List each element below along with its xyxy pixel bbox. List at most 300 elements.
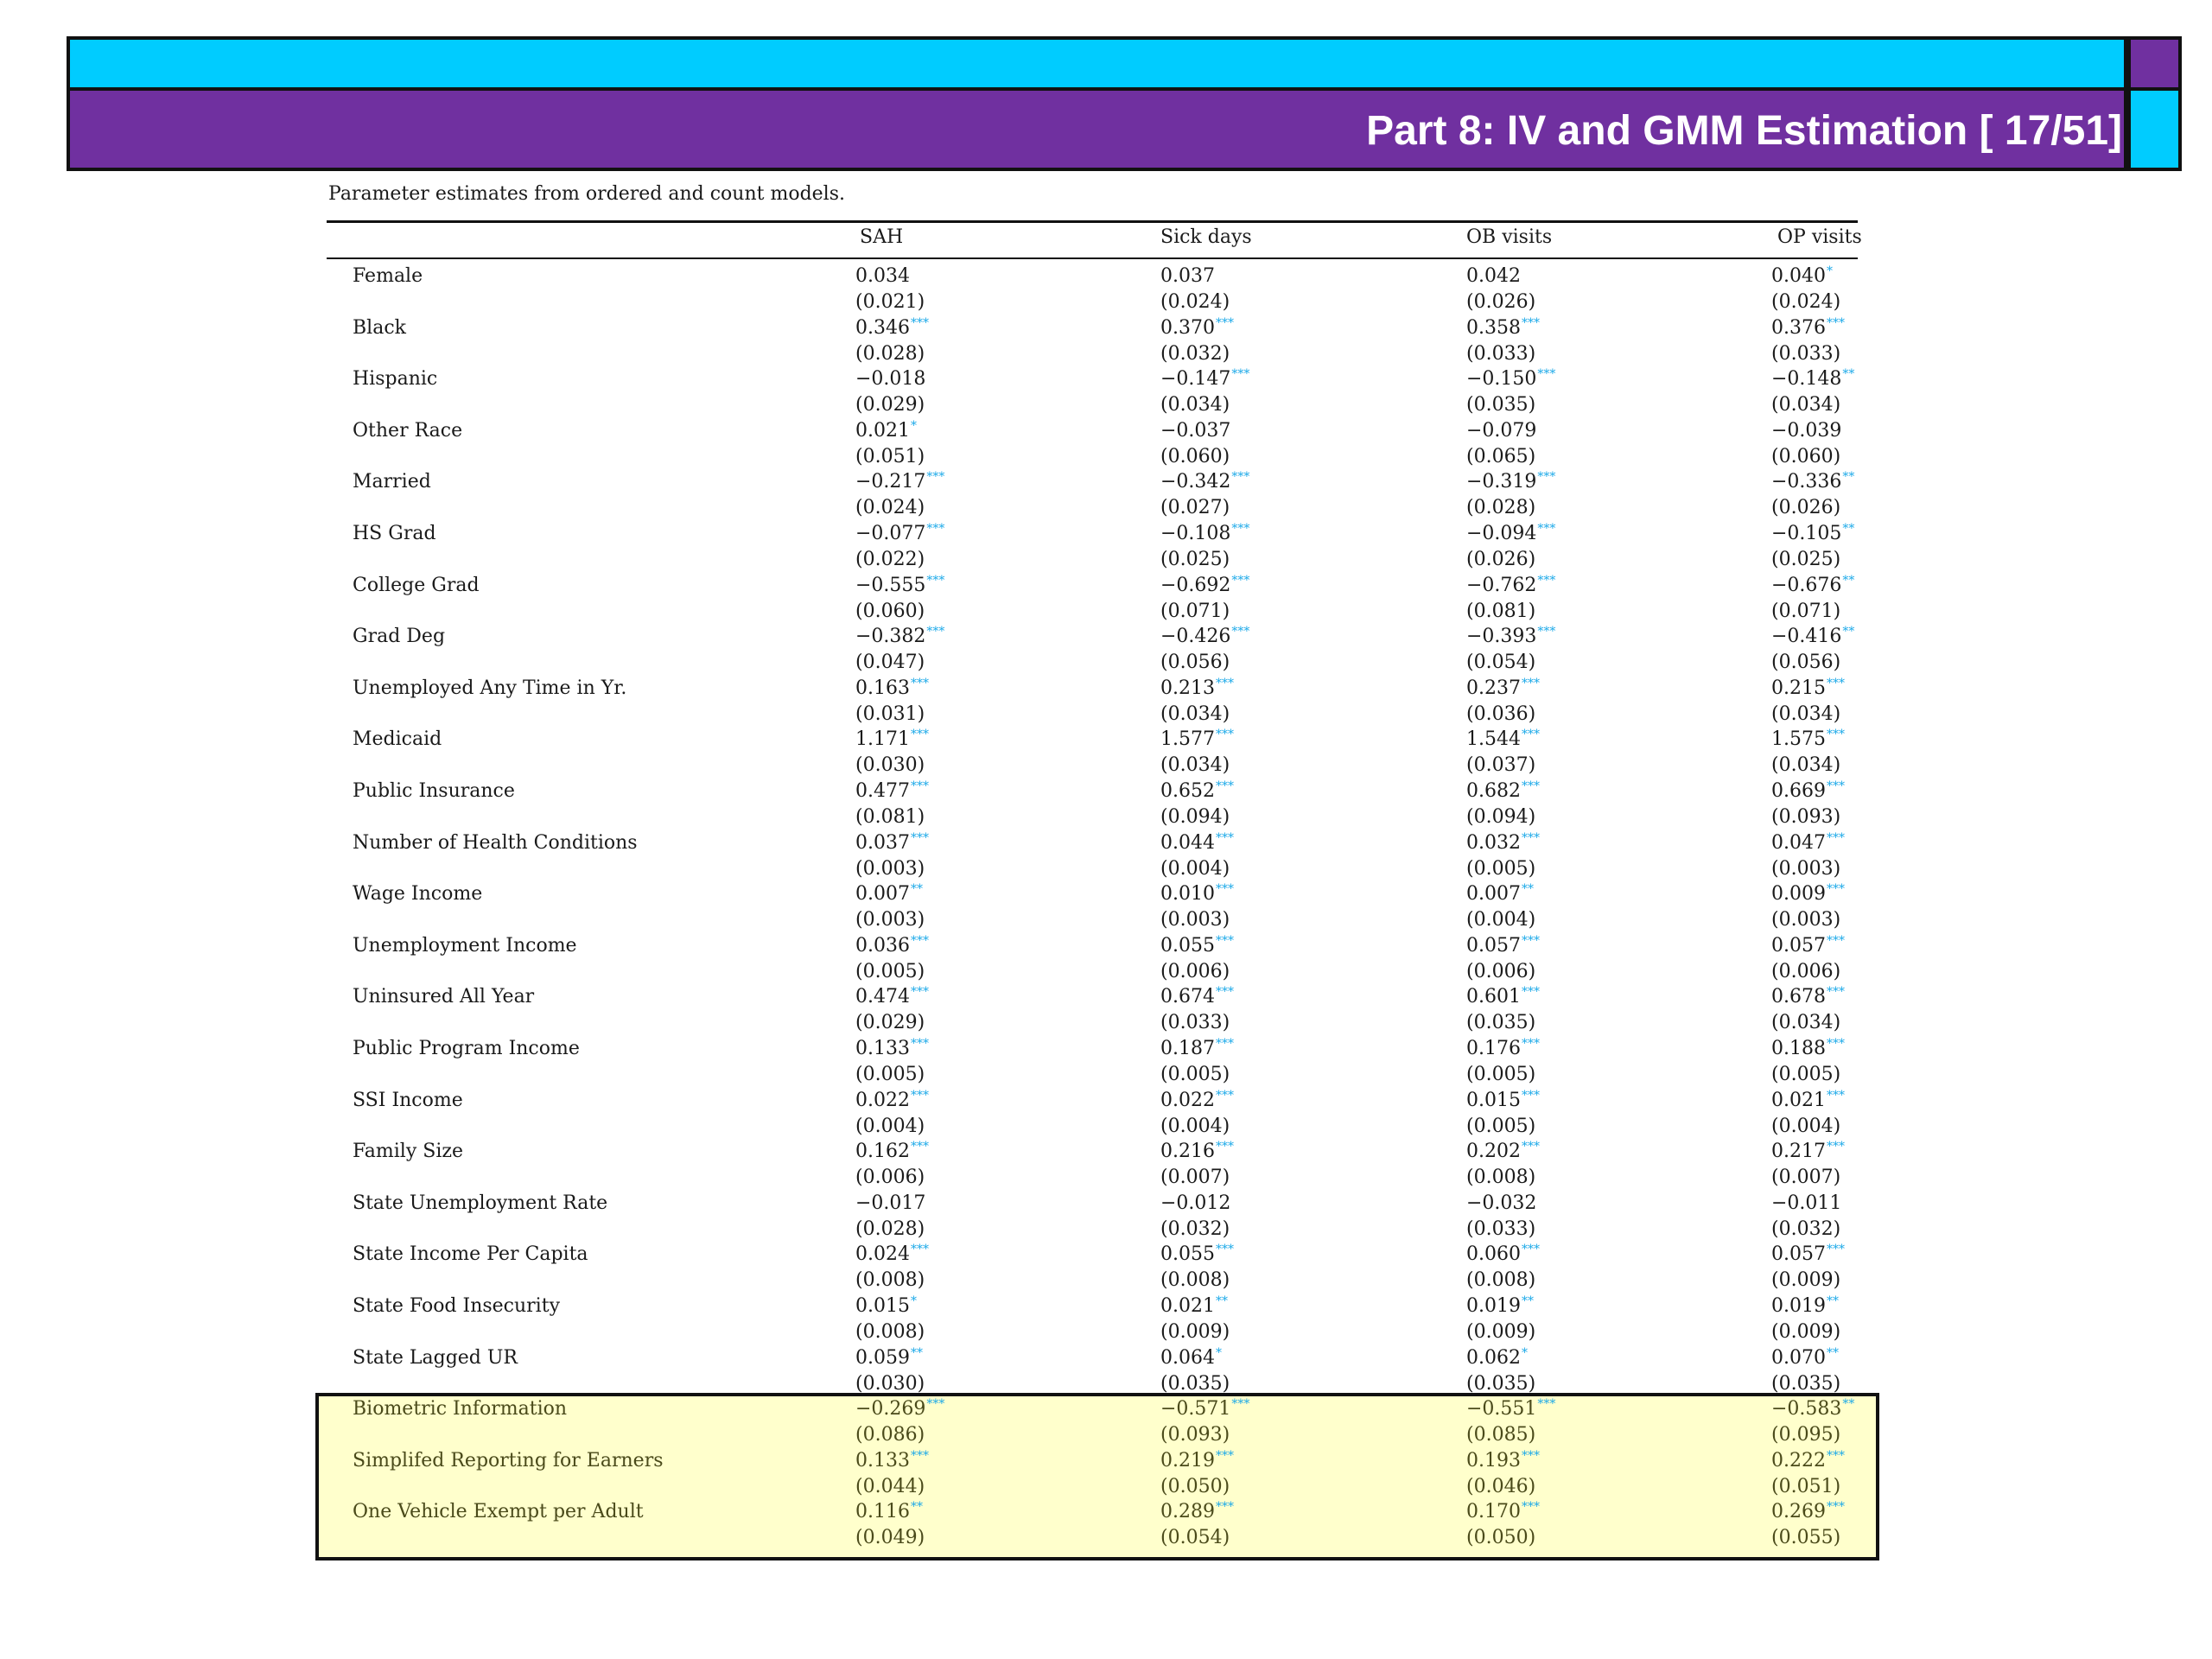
estimate-value: 0.034 bbox=[855, 265, 910, 287]
estimate-value: −0.217 bbox=[855, 471, 926, 493]
row-label: Grad Deg bbox=[353, 626, 446, 647]
estimate-cell bbox=[1466, 1139, 1540, 1165]
estimate-cell bbox=[1160, 1396, 1249, 1422]
standard-error-cell: (0.031) bbox=[855, 703, 925, 725]
standard-error-cell: (0.032) bbox=[1160, 343, 1230, 365]
estimate-cell bbox=[1160, 521, 1249, 547]
significance-stars: *** bbox=[1537, 624, 1556, 639]
standard-error-cell: (0.094) bbox=[1466, 806, 1536, 828]
standard-error-cell: (0.005) bbox=[1466, 1116, 1536, 1137]
table-caption: Parameter estimates from ordered and count models. bbox=[328, 183, 845, 205]
standard-error-cell: (0.034) bbox=[1160, 754, 1230, 776]
standard-error-cell: (0.005) bbox=[1160, 1064, 1230, 1085]
row-label: Uninsured All Year bbox=[353, 986, 535, 1007]
estimate-cell bbox=[1771, 315, 1845, 341]
standard-error-cell: (0.003) bbox=[1771, 858, 1841, 880]
estimate-cell bbox=[1160, 418, 1231, 444]
standard-error-cell: (0.054) bbox=[1160, 1527, 1230, 1548]
estimate-value: 0.021 bbox=[855, 420, 910, 442]
row-label: State Unemployment Rate bbox=[353, 1192, 608, 1214]
estimate-cell bbox=[1771, 779, 1845, 804]
estimate-cell bbox=[1160, 315, 1234, 341]
standard-error-cell: (0.071) bbox=[1771, 601, 1841, 622]
estimate-cell bbox=[1160, 1294, 1228, 1319]
row-label: State Food Insecurity bbox=[353, 1295, 560, 1317]
estimate-value: −0.108 bbox=[1160, 523, 1231, 544]
estimate-value: 0.176 bbox=[1466, 1038, 1521, 1059]
estimate-value: 0.009 bbox=[1771, 883, 1826, 905]
estimate-value: 1.544 bbox=[1466, 728, 1521, 750]
standard-error-cell: (0.029) bbox=[855, 394, 925, 416]
standard-error-cell: (0.009) bbox=[1160, 1321, 1230, 1343]
estimate-value: 0.015 bbox=[855, 1295, 910, 1317]
estimate-cell bbox=[855, 1294, 917, 1319]
significance-stars: ** bbox=[910, 881, 923, 896]
row-label: Married bbox=[353, 471, 431, 493]
estimate-value: 0.669 bbox=[1771, 780, 1826, 802]
estimate-cell bbox=[1466, 1294, 1534, 1319]
standard-error-cell: (0.028) bbox=[855, 343, 925, 365]
significance-stars: *** bbox=[1826, 881, 1845, 896]
significance-stars: ** bbox=[1521, 1294, 1534, 1308]
estimate-cell bbox=[1771, 727, 1845, 753]
standard-error-cell: (0.004) bbox=[1160, 858, 1230, 880]
significance-stars: *** bbox=[1231, 366, 1250, 381]
estimate-cell bbox=[1466, 727, 1540, 753]
standard-error-cell: (0.021) bbox=[855, 291, 925, 313]
estimate-value: 0.215 bbox=[1771, 677, 1826, 699]
standard-error-cell: (0.085) bbox=[1466, 1424, 1536, 1446]
significance-stars: *** bbox=[1521, 1448, 1540, 1463]
estimate-value: 0.036 bbox=[855, 935, 910, 957]
estimate-cell bbox=[1466, 881, 1534, 907]
standard-error-cell: (0.035) bbox=[1466, 1012, 1536, 1033]
standard-error-cell: (0.008) bbox=[855, 1269, 925, 1291]
significance-stars: *** bbox=[1231, 521, 1250, 536]
standard-error-cell: (0.007) bbox=[1160, 1166, 1230, 1188]
estimate-value: 0.037 bbox=[855, 832, 910, 854]
row-label: College Grad bbox=[353, 575, 480, 596]
estimate-value: 0.037 bbox=[1160, 265, 1215, 287]
estimate-cell bbox=[855, 1088, 929, 1114]
estimate-cell bbox=[855, 1139, 929, 1165]
estimate-value: −0.551 bbox=[1466, 1398, 1537, 1420]
significance-stars: * bbox=[1215, 1345, 1222, 1360]
standard-error-cell: (0.054) bbox=[1466, 652, 1536, 673]
significance-stars: *** bbox=[1826, 676, 1845, 690]
estimate-cell bbox=[1466, 624, 1555, 650]
standard-error-cell: (0.009) bbox=[1466, 1321, 1536, 1343]
estimate-cell bbox=[1771, 984, 1845, 1010]
standard-error-cell: (0.027) bbox=[1160, 497, 1230, 518]
significance-stars: *** bbox=[1215, 933, 1234, 948]
significance-stars: *** bbox=[910, 830, 929, 845]
standard-error-cell: (0.003) bbox=[855, 858, 925, 880]
estimate-value: −0.079 bbox=[1466, 420, 1537, 442]
significance-stars: *** bbox=[1826, 1088, 1845, 1103]
standard-error-cell: (0.007) bbox=[1771, 1166, 1841, 1188]
significance-stars: *** bbox=[1215, 881, 1234, 896]
estimate-cell bbox=[1466, 264, 1522, 289]
estimate-cell bbox=[1160, 1345, 1222, 1371]
estimate-cell bbox=[1466, 830, 1540, 856]
estimate-value: 0.022 bbox=[855, 1090, 910, 1111]
standard-error-cell: (0.046) bbox=[1466, 1476, 1536, 1497]
significance-stars: *** bbox=[1521, 1088, 1540, 1103]
estimate-cell bbox=[1771, 1242, 1845, 1268]
estimate-cell bbox=[855, 1242, 929, 1268]
estimate-cell bbox=[1160, 779, 1234, 804]
estimate-value: 0.269 bbox=[1771, 1501, 1826, 1522]
column-header-sah: SAH bbox=[860, 226, 904, 248]
standard-error-cell: (0.006) bbox=[1160, 961, 1230, 982]
standard-error-cell: (0.034) bbox=[1160, 394, 1230, 416]
significance-stars: *** bbox=[1521, 1242, 1540, 1256]
estimate-cell bbox=[1771, 933, 1845, 959]
estimate-cell bbox=[855, 933, 929, 959]
significance-stars: ** bbox=[910, 1345, 923, 1360]
standard-error-cell: (0.034) bbox=[1771, 394, 1841, 416]
estimate-value: 0.133 bbox=[855, 1450, 910, 1471]
estimate-cell bbox=[1160, 830, 1234, 856]
standard-error-cell: (0.056) bbox=[1771, 652, 1841, 673]
significance-stars: *** bbox=[1215, 830, 1234, 845]
estimate-cell bbox=[1771, 676, 1845, 702]
significance-stars: *** bbox=[926, 1396, 945, 1411]
standard-error-cell: (0.025) bbox=[1160, 549, 1230, 570]
standard-error-cell: (0.051) bbox=[855, 446, 925, 467]
estimate-value: −0.094 bbox=[1466, 523, 1537, 544]
estimate-cell bbox=[1771, 264, 1833, 289]
row-label: HS Grad bbox=[353, 523, 436, 544]
significance-stars: ** bbox=[1826, 1294, 1839, 1308]
estimate-cell bbox=[1160, 1242, 1234, 1268]
estimate-value: −0.105 bbox=[1771, 523, 1842, 544]
significance-stars: ** bbox=[1842, 366, 1855, 381]
row-label: State Income Per Capita bbox=[353, 1243, 588, 1265]
row-label: Family Size bbox=[353, 1141, 463, 1162]
estimate-cell bbox=[1160, 881, 1234, 907]
estimate-value: 0.007 bbox=[855, 883, 910, 905]
standard-error-cell: (0.005) bbox=[1466, 1064, 1536, 1085]
significance-stars: *** bbox=[910, 1242, 929, 1256]
standard-error-cell: (0.033) bbox=[1160, 1012, 1230, 1033]
estimate-value: −0.762 bbox=[1466, 575, 1537, 596]
row-label: Medicaid bbox=[353, 728, 442, 750]
estimate-value: 0.044 bbox=[1160, 832, 1215, 854]
standard-error-cell: (0.003) bbox=[1160, 909, 1230, 931]
significance-stars: ** bbox=[1842, 624, 1855, 639]
estimate-cell bbox=[1771, 1191, 1842, 1217]
significance-stars: *** bbox=[910, 727, 929, 741]
column-header-sick-days: Sick days bbox=[1160, 226, 1252, 248]
standard-error-cell: (0.032) bbox=[1771, 1218, 1841, 1240]
estimate-cell bbox=[1466, 984, 1540, 1010]
estimate-value: 0.376 bbox=[1771, 317, 1826, 339]
significance-stars: *** bbox=[910, 676, 929, 690]
significance-stars: *** bbox=[1231, 469, 1250, 484]
estimate-value: 0.222 bbox=[1771, 1450, 1826, 1471]
estimate-value: −0.269 bbox=[855, 1398, 926, 1420]
estimate-cell bbox=[1771, 1139, 1845, 1165]
standard-error-cell: (0.049) bbox=[855, 1527, 925, 1548]
estimate-cell bbox=[1160, 624, 1249, 650]
row-label: Black bbox=[353, 317, 406, 339]
standard-error-cell: (0.026) bbox=[1466, 291, 1536, 313]
standard-error-cell: (0.034) bbox=[1771, 703, 1841, 725]
estimate-cell bbox=[1160, 1191, 1231, 1217]
estimate-cell bbox=[1160, 1499, 1234, 1525]
estimate-cell bbox=[855, 881, 923, 907]
estimate-cell bbox=[1160, 933, 1234, 959]
significance-stars: *** bbox=[910, 1088, 929, 1103]
estimate-value: 0.021 bbox=[1160, 1295, 1215, 1317]
significance-stars: * bbox=[1521, 1345, 1528, 1360]
significance-stars: *** bbox=[1215, 1139, 1234, 1154]
standard-error-cell: (0.008) bbox=[1466, 1269, 1536, 1291]
significance-stars: *** bbox=[910, 1448, 929, 1463]
estimate-cell bbox=[1466, 1036, 1540, 1062]
estimate-cell bbox=[1771, 521, 1854, 547]
estimate-cell bbox=[1466, 1345, 1528, 1371]
estimate-cell bbox=[1466, 418, 1537, 444]
estimate-value: 0.047 bbox=[1771, 832, 1826, 854]
significance-stars: *** bbox=[1215, 676, 1234, 690]
significance-stars: *** bbox=[1826, 1242, 1845, 1256]
standard-error-cell: (0.081) bbox=[855, 806, 925, 828]
estimate-cell bbox=[1160, 469, 1249, 495]
significance-stars: *** bbox=[1826, 830, 1845, 845]
estimate-cell bbox=[1771, 469, 1854, 495]
estimate-cell bbox=[855, 984, 929, 1010]
row-label: Biometric Information bbox=[353, 1398, 568, 1420]
estimate-cell bbox=[1466, 1396, 1555, 1422]
estimate-cell bbox=[1160, 573, 1249, 599]
estimate-cell bbox=[1466, 315, 1540, 341]
significance-stars: *** bbox=[1826, 779, 1845, 793]
estimate-value: 0.163 bbox=[855, 677, 910, 699]
estimate-cell bbox=[1771, 1088, 1845, 1114]
estimate-cell bbox=[1160, 727, 1234, 753]
significance-stars: *** bbox=[910, 1036, 929, 1051]
estimate-cell bbox=[855, 1396, 944, 1422]
standard-error-cell: (0.006) bbox=[1466, 961, 1536, 982]
significance-stars: *** bbox=[1521, 933, 1540, 948]
row-label: One Vehicle Exempt per Adult bbox=[353, 1501, 644, 1522]
significance-stars: *** bbox=[1826, 727, 1845, 741]
standard-error-cell: (0.026) bbox=[1466, 549, 1536, 570]
standard-error-cell: (0.044) bbox=[855, 1476, 925, 1497]
standard-error-cell: (0.008) bbox=[1160, 1269, 1230, 1291]
estimate-value: 0.055 bbox=[1160, 1243, 1215, 1265]
standard-error-cell: (0.006) bbox=[1771, 961, 1841, 982]
estimate-value: −0.012 bbox=[1160, 1192, 1231, 1214]
standard-error-cell: (0.055) bbox=[1771, 1527, 1841, 1548]
estimate-value: 0.358 bbox=[1466, 317, 1521, 339]
estimate-cell bbox=[1160, 366, 1249, 392]
estimate-value: 0.217 bbox=[1771, 1141, 1826, 1162]
significance-stars: *** bbox=[1521, 830, 1540, 845]
estimate-value: −0.382 bbox=[855, 626, 926, 647]
estimate-value: 0.019 bbox=[1466, 1295, 1521, 1317]
estimate-cell bbox=[1771, 830, 1845, 856]
estimate-cell bbox=[855, 1448, 929, 1474]
estimate-value: −0.342 bbox=[1160, 471, 1231, 493]
estimate-cell bbox=[1466, 1088, 1540, 1114]
significance-stars: *** bbox=[1521, 315, 1540, 330]
significance-stars: ** bbox=[1842, 573, 1855, 588]
standard-error-cell: (0.033) bbox=[1466, 343, 1536, 365]
estimate-value: 0.678 bbox=[1771, 986, 1826, 1007]
estimate-value: −0.147 bbox=[1160, 368, 1231, 390]
standard-error-cell: (0.050) bbox=[1160, 1476, 1230, 1497]
significance-stars: ** bbox=[910, 1499, 923, 1514]
estimate-cell bbox=[1160, 984, 1234, 1010]
estimate-value: 0.064 bbox=[1160, 1347, 1215, 1369]
estimate-cell bbox=[1771, 366, 1854, 392]
estimate-value: −0.148 bbox=[1771, 368, 1842, 390]
standard-error-cell: (0.028) bbox=[855, 1218, 925, 1240]
estimate-cell bbox=[1771, 1294, 1839, 1319]
significance-stars: *** bbox=[1521, 676, 1540, 690]
estimate-value: 1.575 bbox=[1771, 728, 1826, 750]
estimate-value: −0.077 bbox=[855, 523, 926, 544]
estimate-value: 0.237 bbox=[1466, 677, 1521, 699]
significance-stars: *** bbox=[1215, 1499, 1234, 1514]
slide-title: Part 8: IV and GMM Estimation [ 17/51] bbox=[1366, 108, 2122, 154]
significance-stars: *** bbox=[910, 933, 929, 948]
estimate-cell bbox=[855, 418, 917, 444]
significance-stars: *** bbox=[910, 315, 929, 330]
significance-stars: * bbox=[1826, 264, 1833, 278]
header-corner-block bbox=[2127, 36, 2182, 91]
standard-error-cell: (0.033) bbox=[1771, 343, 1841, 365]
estimate-value: 0.187 bbox=[1160, 1038, 1215, 1059]
standard-error-cell: (0.095) bbox=[1771, 1424, 1841, 1446]
significance-stars: *** bbox=[910, 1139, 929, 1154]
estimate-value: 0.674 bbox=[1160, 986, 1215, 1007]
significance-stars: *** bbox=[1215, 727, 1234, 741]
significance-stars: *** bbox=[1521, 779, 1540, 793]
significance-stars: ** bbox=[1842, 469, 1855, 484]
estimate-cell bbox=[855, 264, 911, 289]
estimate-value: 0.021 bbox=[1771, 1090, 1826, 1111]
estimate-value: −0.426 bbox=[1160, 626, 1231, 647]
estimate-value: 0.370 bbox=[1160, 317, 1215, 339]
standard-error-cell: (0.009) bbox=[1771, 1269, 1841, 1291]
significance-stars: ** bbox=[1215, 1294, 1228, 1308]
significance-stars: *** bbox=[1521, 727, 1540, 741]
estimate-value: −0.692 bbox=[1160, 575, 1231, 596]
significance-stars: *** bbox=[910, 779, 929, 793]
significance-stars: *** bbox=[926, 521, 945, 536]
standard-error-cell: (0.060) bbox=[1771, 446, 1841, 467]
estimate-cell bbox=[1466, 1499, 1540, 1525]
significance-stars: ** bbox=[1826, 1345, 1839, 1360]
estimate-cell bbox=[1160, 1448, 1234, 1474]
estimate-value: 0.062 bbox=[1466, 1347, 1521, 1369]
estimate-cell bbox=[855, 830, 929, 856]
standard-error-cell: (0.047) bbox=[855, 652, 925, 673]
row-label: Simplifed Reporting for Earners bbox=[353, 1450, 664, 1471]
standard-error-cell: (0.035) bbox=[1466, 1373, 1536, 1395]
row-label: Public Insurance bbox=[353, 780, 515, 802]
standard-error-cell: (0.028) bbox=[1466, 497, 1536, 518]
significance-stars: *** bbox=[1215, 1036, 1234, 1051]
standard-error-cell: (0.008) bbox=[1466, 1166, 1536, 1188]
header-corner-block-lower bbox=[2127, 91, 2182, 171]
estimate-value: 1.171 bbox=[855, 728, 910, 750]
estimate-cell bbox=[855, 1345, 923, 1371]
standard-error-cell: (0.056) bbox=[1160, 652, 1230, 673]
significance-stars: *** bbox=[1215, 315, 1234, 330]
estimate-cell bbox=[855, 573, 944, 599]
standard-error-cell: (0.009) bbox=[1771, 1321, 1841, 1343]
significance-stars: *** bbox=[1521, 1036, 1540, 1051]
significance-stars: *** bbox=[1215, 1448, 1234, 1463]
significance-stars: *** bbox=[910, 984, 929, 999]
standard-error-cell: (0.029) bbox=[855, 1012, 925, 1033]
estimate-cell bbox=[1466, 1191, 1537, 1217]
significance-stars: * bbox=[910, 1294, 917, 1308]
estimate-value: 0.040 bbox=[1771, 265, 1826, 287]
estimate-value: −0.393 bbox=[1466, 626, 1537, 647]
estimate-value: 0.059 bbox=[855, 1347, 910, 1369]
estimate-cell bbox=[855, 1499, 923, 1525]
estimate-value: −0.571 bbox=[1160, 1398, 1231, 1420]
significance-stars: *** bbox=[926, 573, 945, 588]
standard-error-cell: (0.026) bbox=[1771, 497, 1841, 518]
standard-error-cell: (0.006) bbox=[855, 1166, 925, 1188]
standard-error-cell: (0.051) bbox=[1771, 1476, 1841, 1497]
significance-stars: *** bbox=[926, 469, 945, 484]
estimate-value: 0.070 bbox=[1771, 1347, 1826, 1369]
estimate-value: 0.042 bbox=[1466, 265, 1521, 287]
standard-error-cell: (0.034) bbox=[1771, 754, 1841, 776]
standard-error-cell: (0.060) bbox=[1160, 446, 1230, 467]
standard-error-cell: (0.025) bbox=[1771, 549, 1841, 570]
estimate-cell bbox=[855, 727, 929, 753]
estimate-value: −0.017 bbox=[855, 1192, 926, 1214]
estimate-value: 0.188 bbox=[1771, 1038, 1826, 1059]
estimate-value: −0.032 bbox=[1466, 1192, 1537, 1214]
estimate-value: −0.416 bbox=[1771, 626, 1842, 647]
standard-error-cell: (0.071) bbox=[1160, 601, 1230, 622]
estimate-value: 0.202 bbox=[1466, 1141, 1521, 1162]
estimate-value: 0.019 bbox=[1771, 1295, 1826, 1317]
estimate-cell bbox=[1771, 418, 1842, 444]
estimate-cell bbox=[855, 521, 944, 547]
standard-error-cell: (0.005) bbox=[855, 961, 925, 982]
estimate-cell bbox=[1466, 521, 1555, 547]
standard-error-cell: (0.034) bbox=[1160, 703, 1230, 725]
estimate-value: 0.055 bbox=[1160, 935, 1215, 957]
row-label: State Lagged UR bbox=[353, 1347, 518, 1369]
significance-stars: *** bbox=[1537, 573, 1556, 588]
standard-error-cell: (0.035) bbox=[1771, 1373, 1841, 1395]
estimate-value: 0.213 bbox=[1160, 677, 1215, 699]
estimate-value: −0.583 bbox=[1771, 1398, 1842, 1420]
estimate-value: −0.676 bbox=[1771, 575, 1842, 596]
significance-stars: *** bbox=[1231, 573, 1250, 588]
row-label: Number of Health Conditions bbox=[353, 832, 638, 854]
estimate-cell bbox=[1771, 1396, 1854, 1422]
estimate-value: −0.018 bbox=[855, 368, 926, 390]
estimate-value: 0.015 bbox=[1466, 1090, 1521, 1111]
standard-error-cell: (0.032) bbox=[1160, 1218, 1230, 1240]
estimate-value: −0.039 bbox=[1771, 420, 1842, 442]
significance-stars: *** bbox=[1215, 1242, 1234, 1256]
